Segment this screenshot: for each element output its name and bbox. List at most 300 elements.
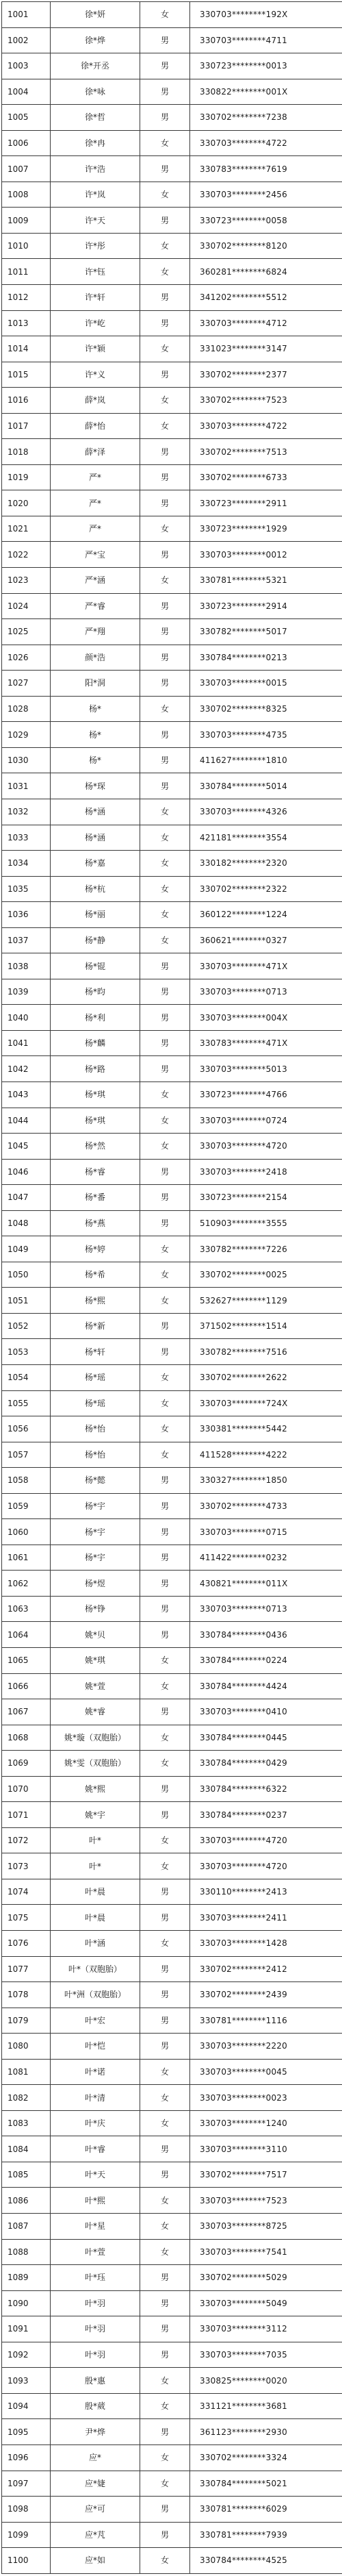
row-number-cell: 1005 (2, 105, 51, 131)
gender-cell: 男 (140, 1905, 190, 1931)
id-number-cell: 330825********0020 (190, 2368, 342, 2394)
gender-cell: 男 (140, 979, 190, 1005)
gender-cell: 男 (140, 1210, 190, 1236)
id-number-cell: 330703********7523 (190, 2188, 342, 2214)
row-number-cell: 1085 (2, 2162, 51, 2188)
row-number-cell: 1038 (2, 953, 51, 979)
id-number-cell: 510903********3555 (190, 1210, 342, 1236)
table-row (2, 927, 342, 953)
id-number-cell: 330702********7517 (190, 2162, 342, 2188)
gender-cell: 女 (140, 1853, 190, 1879)
id-number-cell: 330702********2322 (190, 876, 342, 902)
gender-cell: 男 (140, 1545, 190, 1571)
row-number-cell: 1009 (2, 208, 51, 234)
name-cell: 尹*烨 (51, 2419, 140, 2445)
gender-cell: 女 (140, 568, 190, 594)
row-number-cell: 1091 (2, 2316, 51, 2342)
name-cell: 叶*洲（双胞胎） (51, 1982, 140, 2008)
name-cell: 许*天 (51, 208, 140, 234)
gender-cell: 男 (140, 464, 190, 490)
id-number-cell: 330703********0715 (190, 1519, 342, 1545)
table-row (2, 2085, 342, 2111)
row-number-cell: 1010 (2, 233, 51, 259)
table-row (2, 2342, 342, 2368)
row-number-cell: 1049 (2, 1236, 51, 1262)
gender-cell: 男 (140, 1699, 190, 1725)
name-cell: 杨*铮 (51, 1596, 140, 1622)
id-number-cell: 330327********1850 (190, 1468, 342, 1494)
row-number-cell: 1029 (2, 722, 51, 748)
gender-cell: 女 (140, 1673, 190, 1699)
id-number-cell: 330784********4525 (190, 2548, 342, 2574)
row-number-cell: 1041 (2, 1030, 51, 1056)
id-number-cell: 330703********8725 (190, 2214, 342, 2240)
gender-cell: 女 (140, 1725, 190, 1751)
name-cell: 杨*琪 (51, 1108, 140, 1134)
table-row (2, 1390, 342, 1416)
row-number-cell: 1063 (2, 1596, 51, 1622)
table-row (2, 953, 342, 979)
id-number-cell: 330702********7513 (190, 439, 342, 465)
id-number-cell: 330781********6029 (190, 2497, 342, 2523)
gender-cell: 女 (140, 1931, 190, 1957)
row-number-cell: 1074 (2, 1879, 51, 1905)
row-number-cell: 1099 (2, 2522, 51, 2548)
table-row (2, 1956, 342, 1982)
table-row (2, 1982, 342, 2008)
name-cell: 杨*瑶 (51, 1390, 140, 1416)
name-cell: 严* (51, 490, 140, 516)
id-number-cell: 330702********4733 (190, 1493, 342, 1519)
name-cell: 叶*天 (51, 2162, 140, 2188)
id-number-cell: 330822********001X (190, 79, 342, 105)
name-cell: 严* (51, 516, 140, 542)
name-cell: 徐*哲 (51, 105, 140, 131)
gender-cell: 男 (140, 27, 190, 53)
table-row (2, 2393, 342, 2419)
name-cell: 殷*葳 (51, 2393, 140, 2419)
table-row (2, 2522, 342, 2548)
row-number-cell: 1025 (2, 619, 51, 645)
id-number-cell: 411422********0232 (190, 1545, 342, 1571)
name-cell: 许*屹 (51, 310, 140, 336)
gender-cell: 女 (140, 2368, 190, 2394)
name-cell: 许*轩 (51, 285, 140, 311)
id-number-cell: 330703********5013 (190, 1056, 342, 1082)
name-cell: 叶*涵 (51, 1931, 140, 1957)
name-cell: 应*可 (51, 2497, 140, 2523)
gender-cell: 男 (140, 1493, 190, 1519)
name-cell: 杨*静 (51, 927, 140, 953)
gender-cell: 男 (140, 671, 190, 697)
row-number-cell: 1031 (2, 773, 51, 799)
table-row (2, 799, 342, 825)
table-row (2, 1262, 342, 1288)
id-number-cell: 330703********2411 (190, 1905, 342, 1931)
row-number-cell: 1090 (2, 2290, 51, 2316)
row-number-cell: 1051 (2, 1288, 51, 1314)
id-number-cell: 330702********6733 (190, 464, 342, 490)
name-cell: 薛*岚 (51, 388, 140, 414)
row-number-cell: 1007 (2, 156, 51, 182)
row-number-cell: 1030 (2, 747, 51, 773)
name-cell: 杨*睿 (51, 1159, 140, 1185)
id-number-cell: 330723********2154 (190, 1185, 342, 1211)
row-number-cell: 1060 (2, 1519, 51, 1545)
table-row (2, 1699, 342, 1725)
table-row (2, 490, 342, 516)
name-cell: 严*宝 (51, 542, 140, 568)
table-row (2, 851, 342, 877)
id-number-cell: 330723********1929 (190, 516, 342, 542)
table-row (2, 1468, 342, 1494)
gender-cell: 男 (140, 2008, 190, 2034)
name-cell: 阳*洞 (51, 671, 140, 697)
gender-cell: 女 (140, 336, 190, 362)
id-number-cell: 330702********2622 (190, 1364, 342, 1390)
table-row (2, 516, 342, 542)
row-number-cell: 1023 (2, 568, 51, 594)
id-number-cell: 330703********0012 (190, 542, 342, 568)
id-number-cell: 330784********0224 (190, 1648, 342, 1674)
id-number-cell: 330723********2914 (190, 593, 342, 619)
name-cell: 杨*希 (51, 1262, 140, 1288)
row-number-cell: 1067 (2, 1699, 51, 1725)
name-cell: 杨*利 (51, 1005, 140, 1031)
id-number-cell: 330781********7939 (190, 2522, 342, 2548)
name-cell: 薛*泽 (51, 439, 140, 465)
gender-cell: 女 (140, 130, 190, 156)
name-cell: 杨*懿 (51, 1468, 140, 1494)
row-number-cell: 1008 (2, 182, 51, 208)
id-number-cell: 330784********6322 (190, 1776, 342, 1802)
gender-cell: 男 (140, 1802, 190, 1828)
table-row (2, 1519, 342, 1545)
table-row (2, 1622, 342, 1648)
gender-cell: 女 (140, 2393, 190, 2419)
id-number-cell: 330703********1428 (190, 1931, 342, 1957)
row-number-cell: 1053 (2, 1339, 51, 1365)
gender-cell: 女 (140, 2548, 190, 2574)
name-cell: 姚*熙 (51, 1776, 140, 1802)
id-number-cell: 330703********2456 (190, 182, 342, 208)
name-cell: 杨*瑶 (51, 1364, 140, 1390)
id-number-cell: 330703********4326 (190, 799, 342, 825)
id-number-cell: 330783********471X (190, 1030, 342, 1056)
row-number-cell: 1011 (2, 259, 51, 285)
row-number-cell: 1075 (2, 1905, 51, 1931)
table-row (2, 825, 342, 851)
gender-cell: 男 (140, 2290, 190, 2316)
gender-cell: 男 (140, 1339, 190, 1365)
gender-cell: 男 (140, 2034, 190, 2060)
table-row (2, 1751, 342, 1777)
name-cell: 杨*怡 (51, 1416, 140, 1442)
gender-cell: 男 (140, 2419, 190, 2445)
id-number-cell: 330703********4722 (190, 413, 342, 439)
gender-cell: 女 (140, 927, 190, 953)
gender-cell: 女 (140, 2444, 190, 2471)
row-number-cell: 1012 (2, 285, 51, 311)
row-number-cell: 1050 (2, 1262, 51, 1288)
name-cell: 杨*然 (51, 1134, 140, 1160)
gender-cell: 男 (140, 362, 190, 388)
id-number-cell: 330781********1116 (190, 2008, 342, 2034)
name-cell: 杨*煜 (51, 1571, 140, 1597)
gender-cell: 男 (140, 593, 190, 619)
row-number-cell: 1019 (2, 464, 51, 490)
table-row (2, 2162, 342, 2188)
name-cell: 杨*宇 (51, 1545, 140, 1571)
id-number-cell: 411627********1810 (190, 747, 342, 773)
table-row (2, 876, 342, 902)
row-number-cell: 1001 (2, 2, 51, 28)
name-cell: 叶*恺 (51, 2034, 140, 2060)
name-cell: 杨*怡 (51, 1442, 140, 1468)
table-row (2, 1802, 342, 1828)
name-cell: 杨*涵 (51, 799, 140, 825)
gender-cell: 男 (140, 1622, 190, 1648)
table-row (2, 1030, 342, 1056)
table-row (2, 2368, 342, 2394)
gender-cell: 女 (140, 1827, 190, 1853)
row-number-cell: 1084 (2, 2136, 51, 2162)
row-number-cell: 1016 (2, 388, 51, 414)
gender-cell: 男 (140, 439, 190, 465)
name-cell: 杨*涵 (51, 825, 140, 851)
id-number-cell: 361123********2930 (190, 2419, 342, 2445)
table-row (2, 464, 342, 490)
row-number-cell: 1045 (2, 1134, 51, 1160)
row-number-cell: 1020 (2, 490, 51, 516)
table-row (2, 2316, 342, 2342)
name-cell: 严*涵 (51, 568, 140, 594)
id-number-cell: 330703********1240 (190, 2110, 342, 2136)
gender-cell: 女 (140, 2085, 190, 2111)
row-number-cell: 1094 (2, 2393, 51, 2419)
table-row (2, 542, 342, 568)
id-number-cell: 330723********0058 (190, 208, 342, 234)
gender-cell: 男 (140, 208, 190, 234)
id-number-cell: 330703********5049 (190, 2290, 342, 2316)
id-number-cell: 330703********0713 (190, 1596, 342, 1622)
table-row (2, 1442, 342, 1468)
table-row (2, 1416, 342, 1442)
gender-cell: 女 (140, 876, 190, 902)
row-number-cell: 1073 (2, 1853, 51, 1879)
name-cell: 叶*熙 (51, 2188, 140, 2214)
table-row (2, 259, 342, 285)
table-row (2, 439, 342, 465)
row-number-cell: 1096 (2, 2444, 51, 2471)
gender-cell: 女 (140, 2471, 190, 2497)
name-cell: 叶*宏 (51, 2008, 140, 2034)
table-row (2, 1571, 342, 1597)
id-number-cell: 330703********7541 (190, 2239, 342, 2265)
gender-cell: 女 (140, 1416, 190, 1442)
table-row (2, 902, 342, 928)
table-row (2, 2110, 342, 2136)
table-row (2, 593, 342, 619)
row-number-cell: 1013 (2, 310, 51, 336)
row-number-cell: 1068 (2, 1725, 51, 1751)
table-row (2, 336, 342, 362)
row-number-cell: 1044 (2, 1108, 51, 1134)
table-row (2, 1134, 342, 1160)
table-row (2, 1596, 342, 1622)
table-row (2, 1853, 342, 1879)
gender-cell: 男 (140, 2316, 190, 2342)
id-number-cell: 330702********2377 (190, 362, 342, 388)
table-row (2, 130, 342, 156)
gender-cell: 女 (140, 1648, 190, 1674)
gender-cell: 男 (140, 1879, 190, 1905)
gender-cell: 女 (140, 1442, 190, 1468)
id-number-cell: 330784********5014 (190, 773, 342, 799)
gender-cell: 男 (140, 156, 190, 182)
id-number-cell: 330784********0445 (190, 1725, 342, 1751)
id-number-cell: 411528********4222 (190, 1442, 342, 1468)
table-row (2, 2136, 342, 2162)
row-number-cell: 1014 (2, 336, 51, 362)
gender-cell: 女 (140, 1288, 190, 1314)
table-row (2, 2290, 342, 2316)
gender-cell: 男 (140, 105, 190, 131)
id-number-cell: 341202********5512 (190, 285, 342, 311)
row-number-cell: 1034 (2, 851, 51, 877)
gender-cell: 男 (140, 1056, 190, 1082)
id-number-cell: 330702********8120 (190, 233, 342, 259)
row-number-cell: 1077 (2, 1956, 51, 1982)
name-cell: 姚*雯（双胞胎） (51, 1751, 140, 1777)
table-row (2, 619, 342, 645)
id-number-cell: 330782********7516 (190, 1339, 342, 1365)
gender-cell: 男 (140, 79, 190, 105)
gender-cell: 女 (140, 902, 190, 928)
name-cell: 杨* (51, 747, 140, 773)
gender-cell: 女 (140, 1364, 190, 1390)
row-number-cell: 1003 (2, 53, 51, 79)
table-row (2, 1108, 342, 1134)
gender-cell: 男 (140, 1596, 190, 1622)
name-cell: 叶*萱 (51, 2239, 140, 2265)
table-row (2, 2214, 342, 2240)
row-number-cell: 1056 (2, 1416, 51, 1442)
name-cell: 许*钰 (51, 259, 140, 285)
gender-cell: 男 (140, 310, 190, 336)
name-cell: 徐*妍 (51, 2, 140, 28)
id-number-cell: 330702********8325 (190, 696, 342, 722)
id-number-cell: 330703********3110 (190, 2136, 342, 2162)
gender-cell: 男 (140, 2342, 190, 2368)
gender-cell: 女 (140, 2, 190, 28)
id-number-cell: 330702********0025 (190, 1262, 342, 1288)
name-cell: 姚*萱 (51, 1673, 140, 1699)
row-number-cell: 1018 (2, 439, 51, 465)
name-cell: 杨*宇 (51, 1493, 140, 1519)
gender-cell: 男 (140, 2136, 190, 2162)
table-row (2, 27, 342, 53)
row-number-cell: 1062 (2, 1571, 51, 1597)
id-number-cell: 330703********7035 (190, 2342, 342, 2368)
table-row (2, 1673, 342, 1699)
gender-cell: 女 (140, 1108, 190, 1134)
name-cell: 姚*贝 (51, 1622, 140, 1648)
name-cell: 姚*宇 (51, 1802, 140, 1828)
gender-cell: 女 (140, 799, 190, 825)
gender-cell: 女 (140, 2214, 190, 2240)
name-cell: 应*婕 (51, 2471, 140, 2497)
table-row (2, 2, 342, 28)
name-cell: 杨*路 (51, 1056, 140, 1082)
table-row (2, 388, 342, 414)
name-cell: 严*翔 (51, 619, 140, 645)
table-row (2, 2419, 342, 2445)
table-row (2, 1339, 342, 1365)
row-number-cell: 1040 (2, 1005, 51, 1031)
row-number-cell: 1083 (2, 2110, 51, 2136)
row-number-cell: 1089 (2, 2265, 51, 2291)
table-row (2, 79, 342, 105)
gender-cell: 男 (140, 1030, 190, 1056)
gender-cell: 女 (140, 182, 190, 208)
table-row (2, 1210, 342, 1236)
table-row (2, 1081, 342, 1108)
row-number-cell: 1097 (2, 2471, 51, 2497)
id-number-cell: 330703********004X (190, 1005, 342, 1031)
name-cell: 杨*宇 (51, 1519, 140, 1545)
table-row (2, 773, 342, 799)
row-number-cell: 1087 (2, 2214, 51, 2240)
id-number-cell: 330781********5321 (190, 568, 342, 594)
table-row (2, 2444, 342, 2471)
id-number-cell: 330703********192X (190, 2, 342, 28)
name-cell: 叶*羽 (51, 2290, 140, 2316)
row-number-cell: 1035 (2, 876, 51, 902)
name-cell: 杨*锟 (51, 953, 140, 979)
name-cell: 杨*昀 (51, 979, 140, 1005)
gender-cell: 女 (140, 2059, 190, 2085)
name-cell: 叶*星 (51, 2214, 140, 2240)
student-table (1, 1, 342, 2574)
table-row (2, 1236, 342, 1262)
name-cell: 应* (51, 2444, 140, 2471)
table-body (2, 2, 342, 2574)
id-number-cell: 330702********2439 (190, 1982, 342, 2008)
id-number-cell: 330703********4720 (190, 1853, 342, 1879)
id-number-cell: 330703********0713 (190, 979, 342, 1005)
row-number-cell: 1015 (2, 362, 51, 388)
row-number-cell: 1024 (2, 593, 51, 619)
gender-cell: 男 (140, 490, 190, 516)
gender-cell: 女 (140, 413, 190, 439)
gender-cell: 男 (140, 953, 190, 979)
gender-cell: 女 (140, 2110, 190, 2136)
id-number-cell: 532627********1129 (190, 1288, 342, 1314)
table-row (2, 2008, 342, 2034)
row-number-cell: 1064 (2, 1622, 51, 1648)
row-number-cell: 1022 (2, 542, 51, 568)
name-cell: 杨*琛 (51, 773, 140, 799)
table-row (2, 1288, 342, 1314)
table-row (2, 1827, 342, 1853)
table-row (2, 156, 342, 182)
table-row (2, 671, 342, 697)
name-cell: 叶*诺 (51, 2059, 140, 2085)
id-number-cell: 330703********4711 (190, 27, 342, 53)
row-number-cell: 1093 (2, 2368, 51, 2394)
id-number-cell: 330702********7238 (190, 105, 342, 131)
